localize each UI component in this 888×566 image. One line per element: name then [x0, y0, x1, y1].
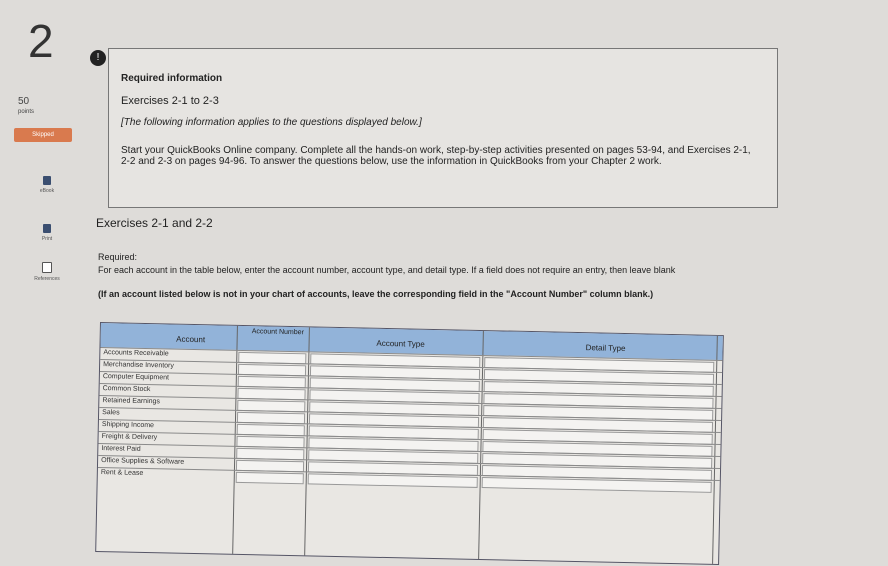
header-account-type: Account Type	[376, 338, 425, 349]
header-detail-type: Detail Type	[585, 343, 626, 354]
book-icon	[43, 176, 51, 185]
info-heading: Exercises 2-1 to 2-3	[121, 95, 219, 107]
detail-type-input[interactable]	[482, 477, 712, 493]
account-name: Common Stock	[102, 385, 151, 394]
account-name: Accounts Receivable	[103, 349, 169, 358]
account-name: Office Supplies & Software	[101, 457, 185, 466]
header-account-number: Account Number	[251, 328, 304, 337]
info-body: Start your QuickBooks Online company. Complete all the hands-on work, step-by-step activities presented on pages 53-94, and Exercises 2-1, 2-2 and 2-3 on pages 94-96. To answer the questions below, use the information in QuickBooks from your Chapter 2 work.	[121, 145, 751, 167]
alert-icon: !	[90, 50, 106, 66]
points-value: 50	[18, 96, 30, 107]
header-account: Account	[176, 334, 206, 345]
required-label: Required:	[98, 252, 138, 262]
account-name: Sales	[102, 409, 120, 417]
ebook-button[interactable]	[12, 176, 82, 194]
account-name: Freight & Delivery	[101, 433, 158, 442]
print-label: Print	[41, 236, 53, 242]
account-number-input[interactable]	[236, 472, 304, 484]
account-name: Interest Paid	[101, 445, 141, 453]
account-name: Rent & Lease	[100, 469, 144, 477]
account-name: Computer Equipment	[102, 373, 170, 382]
accounts-table	[95, 322, 724, 565]
printer-icon	[43, 224, 51, 233]
exercise-heading: Exercises 2-1 and 2-2	[96, 216, 213, 230]
ebook-label: eBook	[39, 188, 55, 194]
document-icon	[42, 262, 52, 273]
required-info-box	[108, 48, 778, 208]
account-name: Shipping Income	[101, 421, 155, 430]
question-number: 2	[28, 15, 54, 67]
points	[18, 96, 34, 118]
print-button[interactable]	[12, 224, 82, 242]
info-note: [The following information applies to the questions displayed below.]	[121, 117, 422, 128]
references-button[interactable]	[12, 262, 82, 282]
account-name: Merchandise Inventory	[103, 361, 174, 370]
account-type-input[interactable]	[308, 473, 478, 488]
instructions: For each account in the table below, enter the account number, account type, and detail type. If a field does not require an entry, then leave blank	[98, 265, 676, 275]
references-label: References	[34, 276, 60, 282]
account-name: Retained Earnings	[102, 397, 161, 406]
status-badge: Skipped	[14, 128, 72, 142]
instructions-note: (If an account listed below is not in your chart of accounts, leave the corresponding field in the "Account Number" column blank.)	[98, 289, 654, 299]
info-title: Required information	[121, 73, 223, 84]
points-unit: points	[18, 109, 35, 115]
